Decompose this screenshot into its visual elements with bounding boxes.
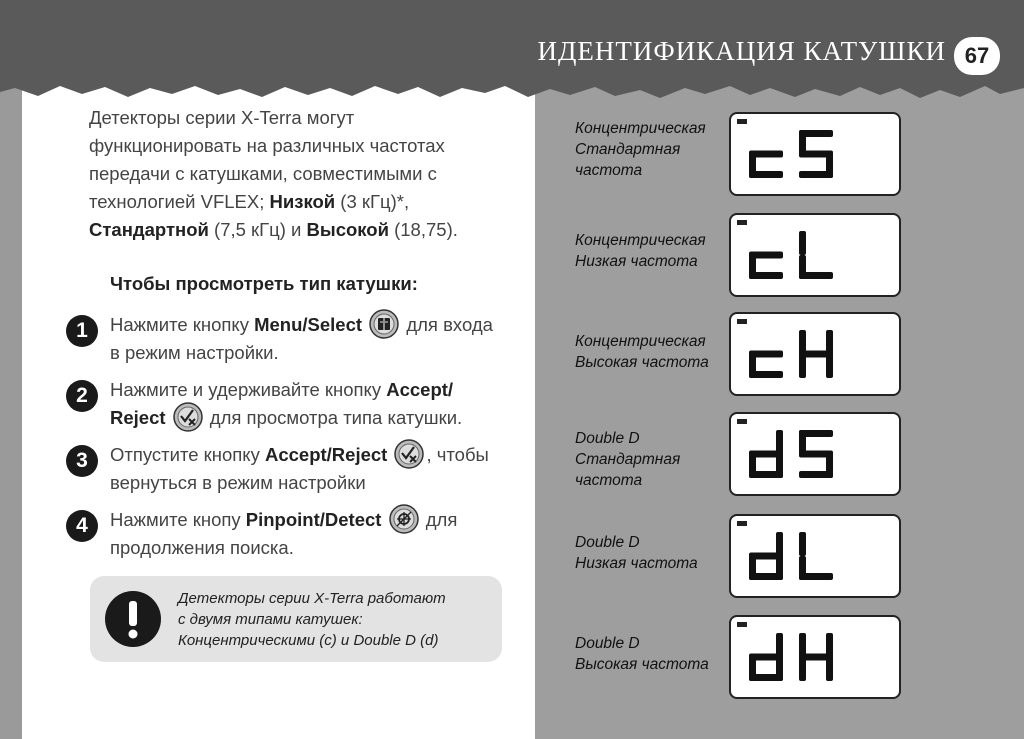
lcd-segment [799,130,806,154]
lcd-display [729,312,901,396]
step-text-end: для входа в режим настройки. [110,314,493,364]
coil-row [575,514,905,598]
lcd-display [729,514,901,598]
coil-label-line: Double D [575,534,640,551]
lcd-display [729,615,901,699]
lcd-segment [776,633,783,657]
lcd-segment [799,354,806,378]
left-edge-band [0,0,22,739]
step-button-name: Menu/Select [254,314,363,335]
intro-standard-value: (7,5 кГц) и [208,219,307,240]
lcd-segment [799,272,833,279]
lcd-segment [799,430,806,454]
accept-reject-icon [173,402,203,432]
lcd-segment [749,451,783,458]
lcd-segment [749,255,756,279]
note-text [178,588,446,651]
battery-icon [737,521,747,526]
step-number: 1 [66,315,98,347]
step-button-name: Pinpoint/Detect [245,509,382,530]
coil-row [575,615,905,699]
step-text: Нажмите кнопу [110,509,246,530]
coil-label-line: частота [575,162,643,179]
coil-label-line: Высокая частота [575,354,709,371]
coil-label [575,633,709,675]
lcd-display [729,213,901,297]
coil-label-line: Double D [575,635,640,652]
lcd-segment [749,252,783,259]
step-text-end: для просмотра типа катушки. [204,407,463,428]
coil-label-line: Низкая частота [575,555,698,572]
lcd-segment [799,231,806,255]
lcd-glyphs [731,516,899,596]
lcd-segment [826,657,833,681]
lcd-segment [826,354,833,378]
step-number: 3 [66,445,98,477]
lcd-glyphs [731,314,899,394]
lcd-segment [799,654,833,661]
coil-row [575,213,905,297]
intro-standard: Стандартной [89,219,209,240]
step-number: 2 [66,380,98,412]
coil-label [575,118,706,181]
step-text-end: , чтобы вернуться в режим настройки [110,444,489,494]
intro-low-value: (3 кГц)*, [335,191,410,212]
intro-high-value: (18,75). [388,219,458,240]
note-line: Концентрическими (c) и Double D (d) [178,632,439,649]
lcd-display [729,112,901,196]
coil-label-line: Стандартная [575,451,681,468]
lcd-segment [799,171,833,178]
lcd-glyphs [731,114,899,194]
lcd-glyphs [731,414,899,494]
lcd-segment [749,351,783,358]
coil-label-line: Концентрическая [575,333,706,350]
lcd-glyphs [731,617,899,697]
lcd-segment [749,454,756,478]
coil-label-line: Концентрическая [575,232,706,249]
coil-label [575,428,680,491]
lcd-segment [799,330,806,354]
lcd-segment [776,430,783,454]
battery-icon [737,220,747,225]
intro-paragraph [89,104,509,244]
coil-label-line: Высокая частота [575,656,709,673]
lcd-segment [749,354,756,378]
step-text: Отпустите кнопку [110,444,265,465]
accept-reject-icon [394,439,424,469]
battery-icon [737,119,747,124]
note-line: с двумя типами катушек: [178,611,363,628]
lcd-segment [799,573,833,580]
intro-low: Низкой [269,191,336,212]
step-number: 4 [66,510,98,542]
coil-row [575,112,905,196]
coil-row [575,412,905,496]
step-button-name: Accept/ Reject [110,379,454,428]
coil-row [575,312,905,396]
lcd-segment [749,654,783,661]
page-number: 67 [954,37,1000,75]
instructions-heading: Чтобы просмотреть тип катушки: [110,273,418,294]
battery-icon [737,622,747,627]
exclamation-icon [104,590,162,648]
lcd-segment [749,556,756,580]
coil-label [575,331,709,373]
lcd-segment [799,471,833,478]
lcd-segment [826,330,833,354]
step-text-end: для продолжения поиска. [110,509,458,559]
coil-label-line: Double D [575,430,640,447]
lcd-segment [799,633,806,657]
lcd-segment [749,553,783,560]
coil-label-line: Концентрическая [575,120,706,137]
step-text: Нажмите и удерживайте кнопку [110,379,387,400]
lcd-glyphs [731,215,899,295]
menu-select-icon [369,309,399,339]
battery-icon [737,419,747,424]
lcd-segment [799,657,806,681]
step-text: Нажмите кнопку [110,314,255,335]
coil-label-line: Низкая частота [575,253,698,270]
coil-label [575,230,706,272]
step-2 [66,376,506,432]
battery-icon [737,319,747,324]
page-title: ИДЕНТИФИКАЦИЯ КАТУШКИ [537,36,946,66]
step-4 [66,506,506,562]
note-box [90,576,502,662]
coil-label [575,532,698,574]
note-line: Детекторы серии X-Terra работают [178,590,446,607]
intro-text: Детекторы серии X-Terra могут функционировать на различных частотах передачи с катушками, совместимыми с технологией VFLEX; [89,107,445,212]
lcd-segment [826,633,833,657]
intro-high: Высокой [306,219,389,240]
step-button-name: Accept/Reject [264,444,388,465]
lcd-segment [799,351,833,358]
lcd-segment [776,532,783,556]
lcd-segment [799,532,806,556]
lcd-display [729,412,901,496]
lcd-segment [749,154,756,178]
lcd-segment [749,151,783,158]
step-1 [66,311,506,367]
lcd-segment [749,657,756,681]
pinpoint-detect-icon [389,504,419,534]
coil-label-line: частота [575,472,643,489]
step-3 [66,441,506,497]
coil-label-line: Стандартная [575,141,681,158]
